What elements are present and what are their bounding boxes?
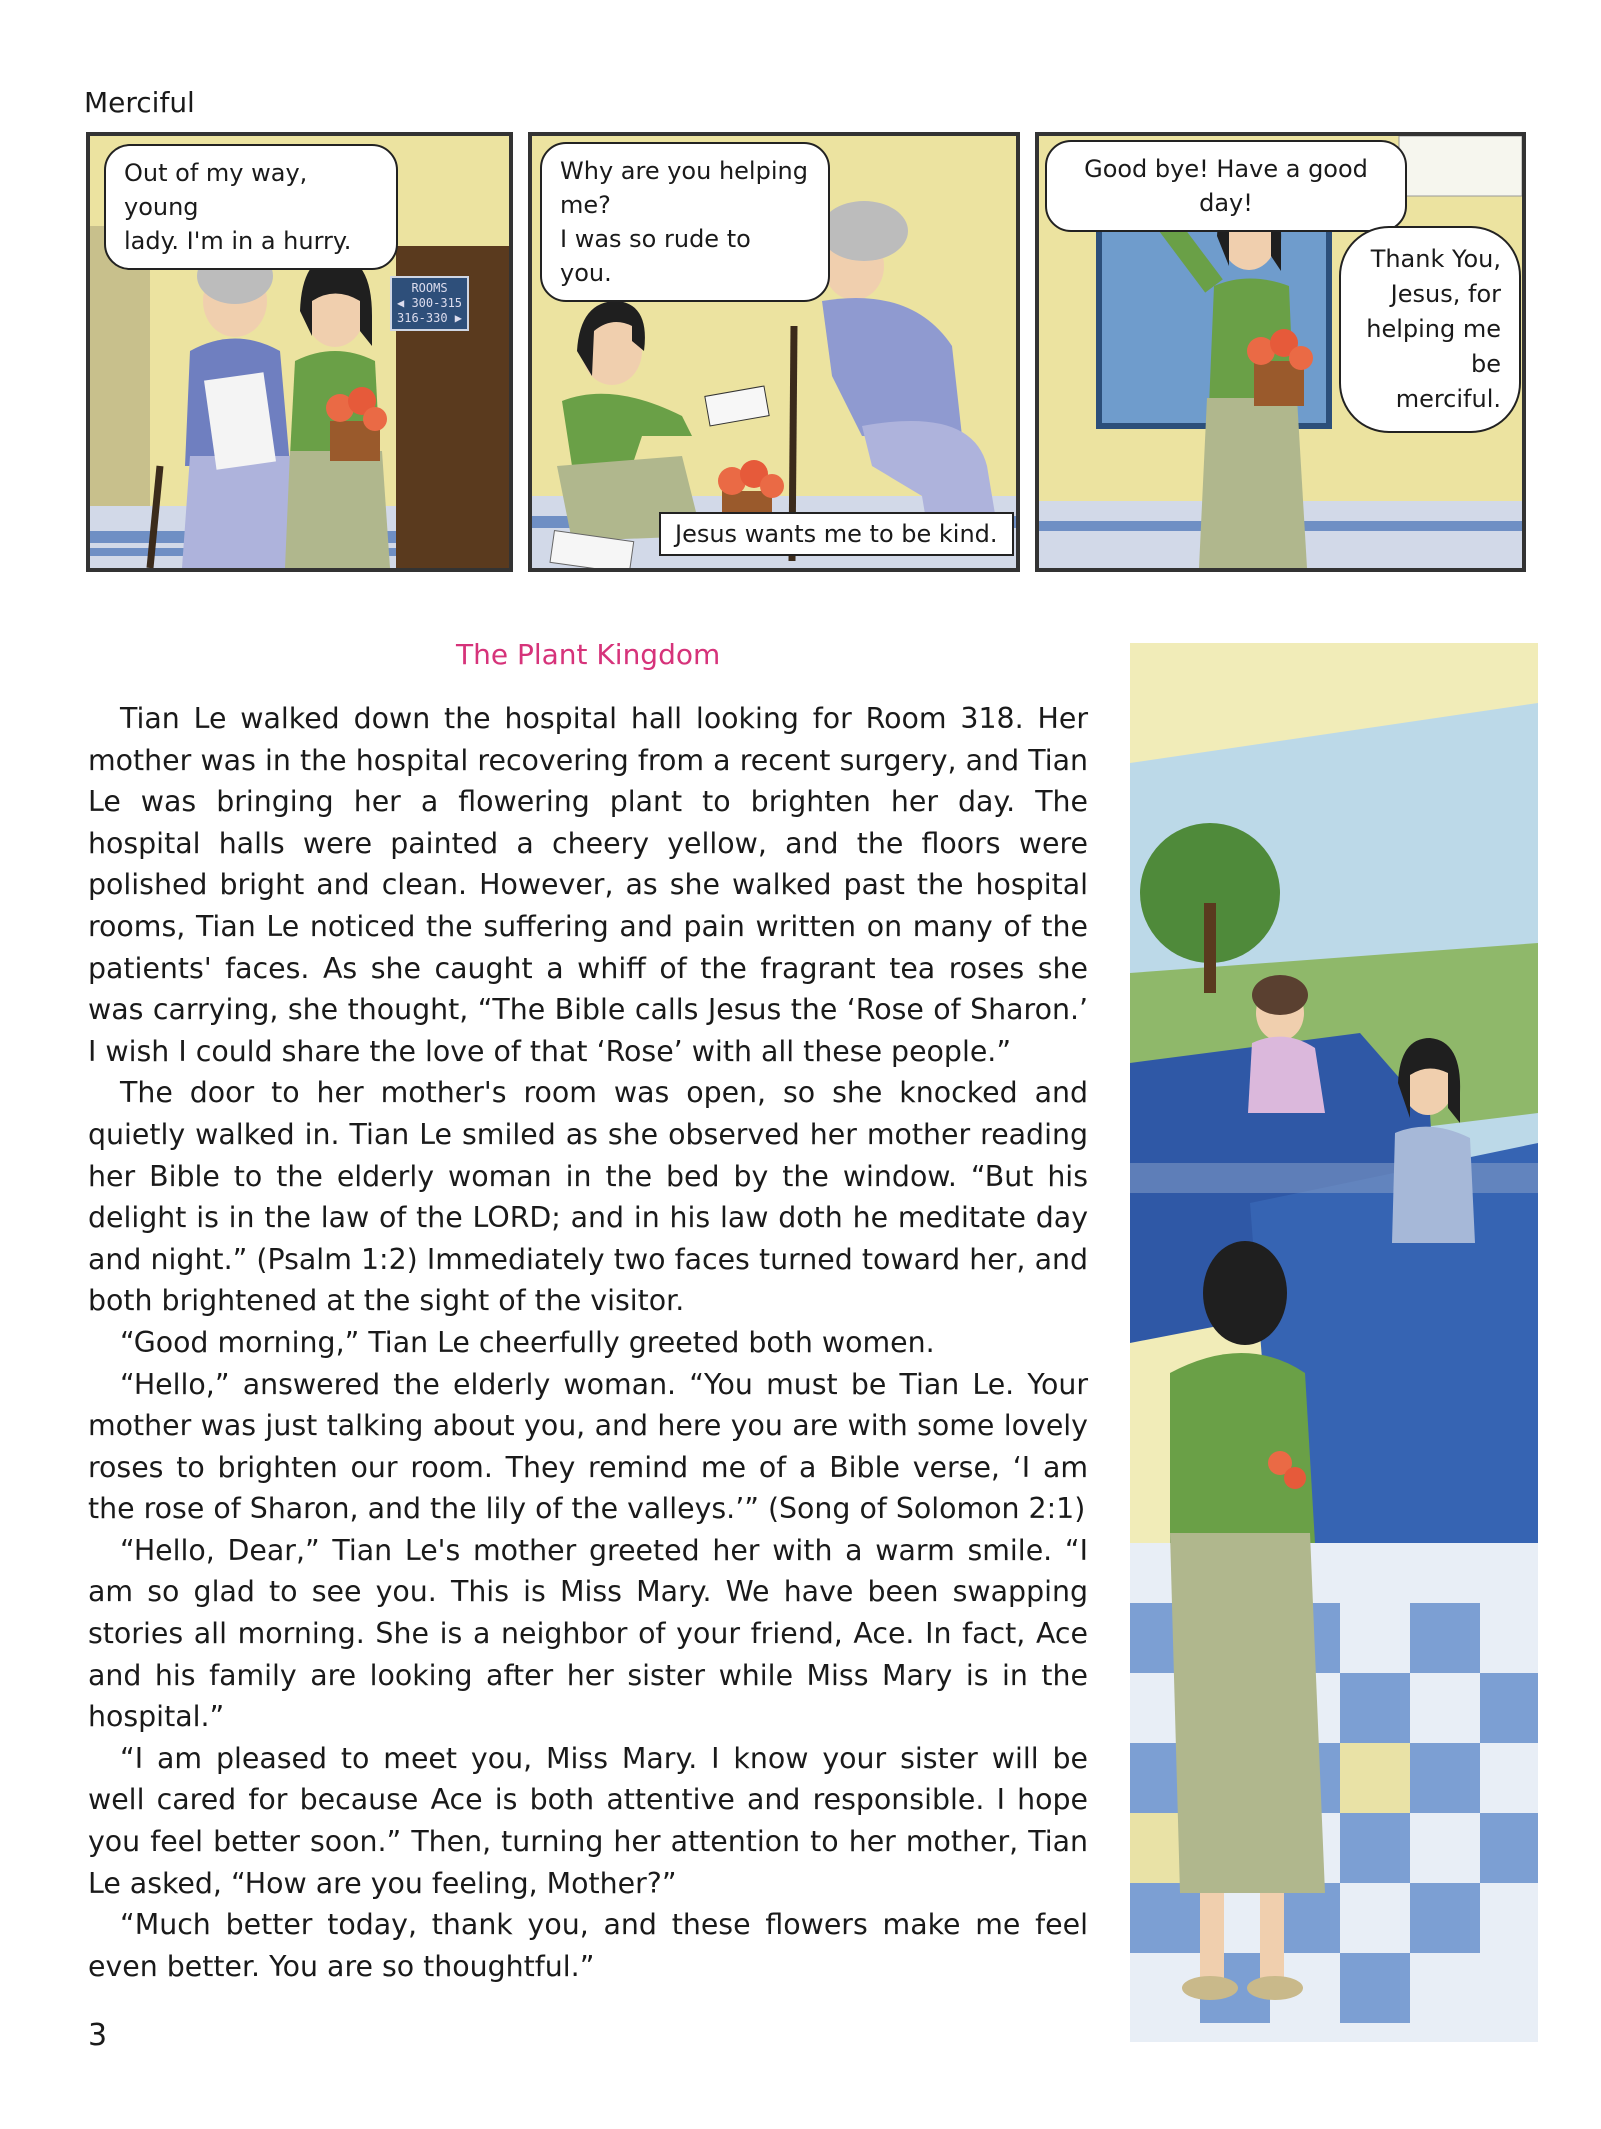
story-paragraph: “Hello, Dear,” Tian Le's mother greeted her with a warm smile. “I am so glad to see you. This is Miss Mary. We have been swapping stories all morning. She is a neighbor of your friend, Ace. In fact, Ace and his family are looking after her sister while Miss Mary is in the hospital.” — [88, 1533, 1088, 1734]
speech-bubble-elderly-woman-question: Why are you helping me? I was so rude to you. — [540, 142, 830, 302]
comic-panel-1 — [86, 132, 513, 572]
story-paragraph: “I am pleased to meet you, Miss Mary. I know your sister will be well cared for because Ace is both attentive and responsible. I hope you feel better soon.” Then, turning her attention to her mother, Tian Le asked, “How are you feeling, Mother?” — [88, 1741, 1088, 1900]
comic-panel-3 — [1035, 132, 1526, 572]
rooms-sign: ROOMS ◀ 300-315 316-330 ▶ — [390, 276, 469, 331]
comic-panel-2 — [528, 132, 1020, 572]
story-body — [88, 698, 1088, 1987]
page-number: 3 — [88, 2018, 108, 2053]
thought-caption-kindness: Jesus wants me to be kind. — [659, 512, 1014, 556]
story-paragraph: “Hello,” answered the elderly woman. “You must be Tian Le. Your mother was just talking about you, and here you are with some lovely roses to brighten our room. They remind me of a Bible verse, ‘I am the rose of Sharon, and the lily of the valleys.’” (Song of Solomon 2:1) — [88, 1367, 1088, 1526]
speech-bubble-elderly-woman: Out of my way, young lady. I'm in a hurry. — [104, 144, 398, 270]
story-title: The Plant Kingdom — [456, 638, 721, 671]
thought-bubble-prayer: Thank You, Jesus, for helping me be merciful. — [1339, 226, 1521, 433]
hospital-room-illustration — [1130, 643, 1538, 2042]
section-heading: Merciful — [84, 86, 195, 119]
hospital-room-art — [1130, 643, 1538, 2042]
story-paragraph: The door to her mother's room was open, so she knocked and quietly walked in. Tian Le smiled as she observed her mother reading her Bible to the elderly woman in the bed by the window. “But his delight is in the law of the LORD; and in his law doth he meditate day and night.” (Psalm 1:2) Immediately two faces turned toward her, and both brightened at the sight of the visitor. — [88, 1076, 1088, 1318]
speech-bubble-goodbye: Good bye! Have a good day! — [1045, 140, 1407, 232]
story-paragraph: “Much better today, thank you, and these flowers make me feel even better. You are so thoughtful.” — [88, 1908, 1088, 1983]
story-paragraph: Tian Le walked down the hospital hall looking for Room 318. Her mother was in the hospital recovering from a recent surgery, and Tian Le was bringing her a flowering plant to brighten her day. The hospital halls were painted a cheery yellow, and the floors were polished bright and clean. However, as she walked past the hospital rooms, Tian Le noticed the suffering and pain written on many of the patients' faces. As she caught a whiff of the fragrant tea roses she was carrying, she thought, “The Bible calls Jesus the ‘Rose of Sharon.’ I wish I could share the love of that ‘Rose’ with all these people.” — [88, 702, 1088, 1068]
story-paragraph: “Good morning,” Tian Le cheerfully greeted both women. — [120, 1325, 935, 1359]
